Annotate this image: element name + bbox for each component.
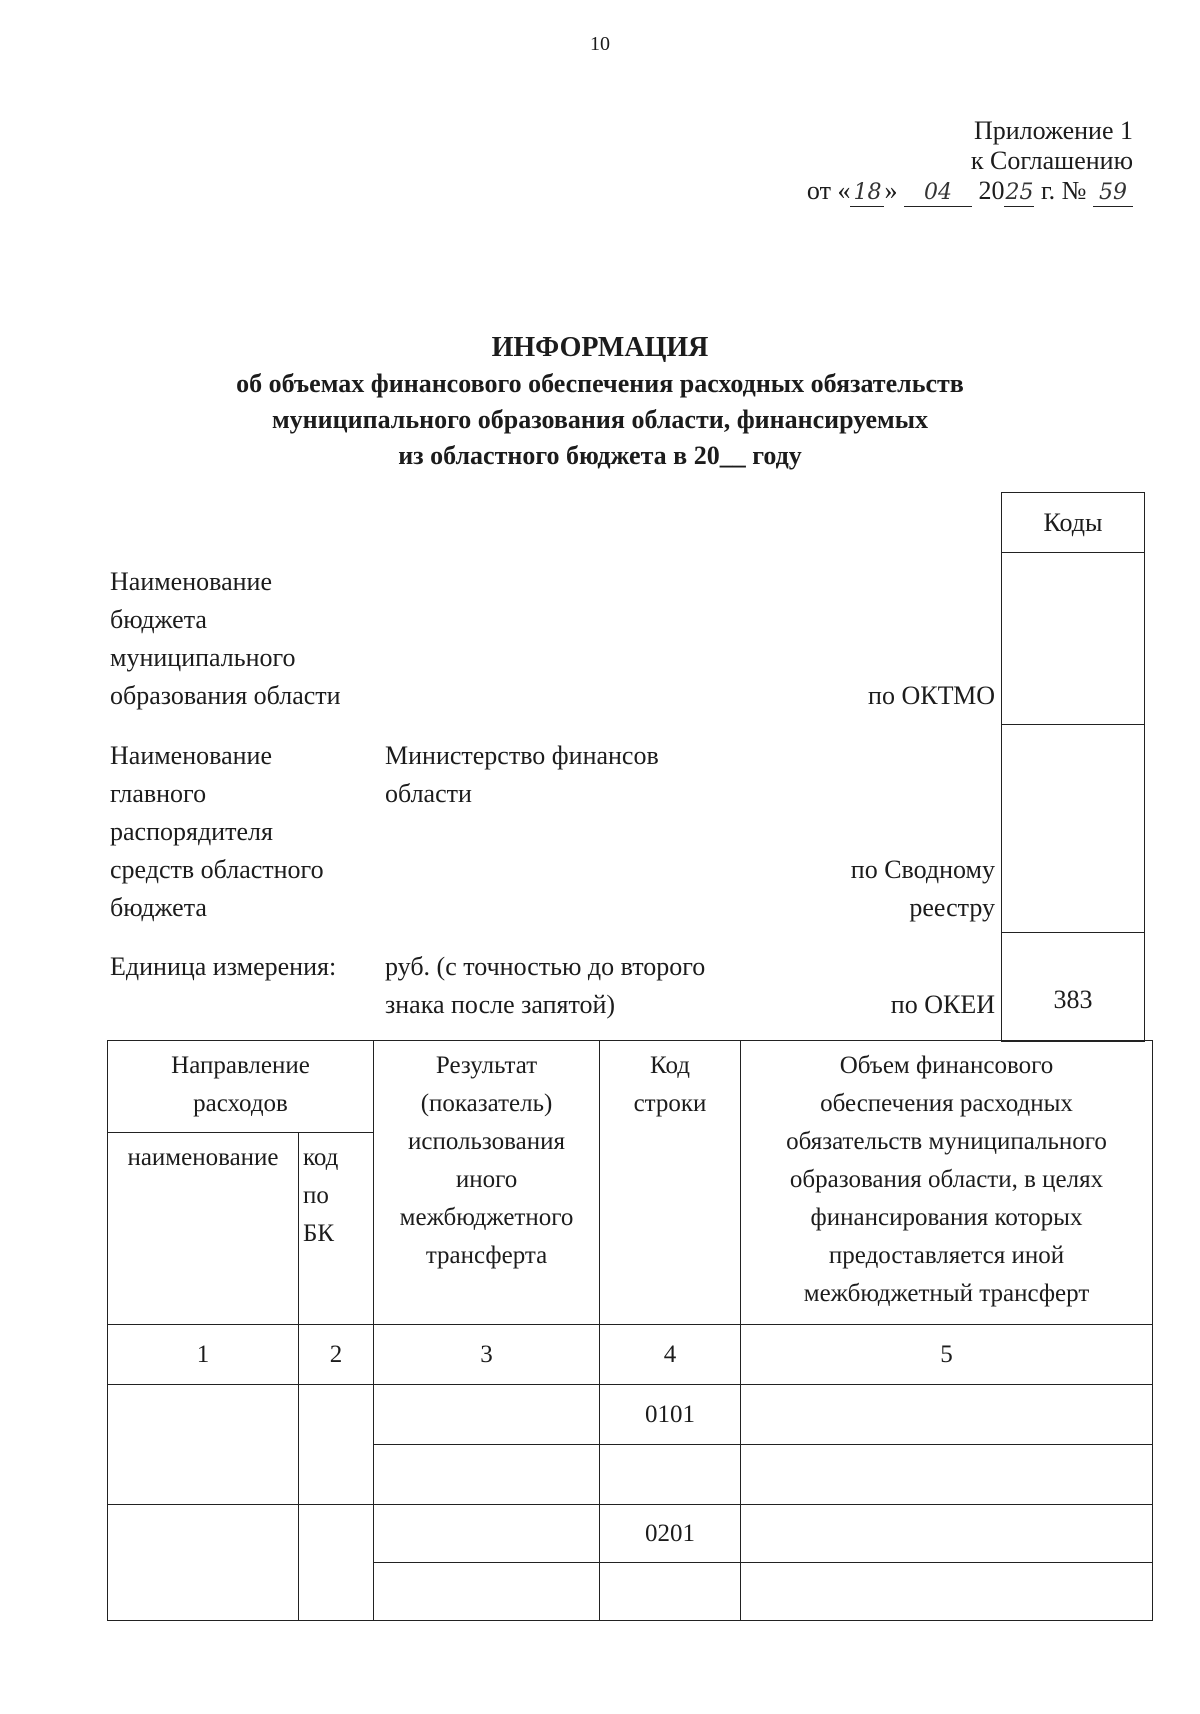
header-line: по (303, 1182, 329, 1209)
appendix-date-line (807, 176, 1133, 207)
line-code-cell: 0101 (600, 1385, 741, 1445)
header-line: код (303, 1144, 339, 1171)
line-code-cell (600, 1563, 741, 1621)
appendix-line-2: к Соглашению (970, 146, 1133, 175)
title-line-3: из областного бюджета в 20__ году (398, 441, 802, 470)
label-line: по Сводному (850, 855, 995, 884)
header-line: иного (455, 1166, 518, 1193)
handwritten-day: 18 (850, 180, 884, 207)
header-line: межбюджетный трансферт (803, 1280, 1090, 1307)
unit-value (385, 948, 705, 1024)
handwritten-year: 25 (1005, 180, 1034, 205)
result-cell (374, 1385, 600, 1445)
header-line: (показатель) (420, 1090, 553, 1117)
value-line: Министерство финансов (385, 741, 659, 770)
unit-label: Единица измерения: (110, 952, 337, 981)
title-line-1: об объемах финансового обеспечения расходных обязательств (236, 369, 964, 398)
table-row (108, 1385, 1153, 1445)
result-cell (374, 1563, 600, 1621)
header-line: Результат (435, 1052, 538, 1079)
year-prefix: 20 (978, 176, 1005, 205)
registry-label (851, 851, 995, 927)
line-code-cell (600, 1445, 741, 1505)
appendix-block (807, 116, 1133, 207)
result-cell (374, 1505, 600, 1563)
registry-code-cell (1001, 724, 1145, 933)
volume-cell (741, 1563, 1153, 1621)
column-number-cell: 2 (299, 1325, 374, 1385)
volume-cell (741, 1505, 1153, 1563)
header-line: использования (408, 1128, 565, 1155)
volume-cell (741, 1385, 1153, 1445)
sub-header-bk-code (299, 1133, 374, 1325)
header-line: БК (303, 1220, 335, 1247)
column-number-cell: 1 (108, 1325, 299, 1385)
chief-administrator-value (385, 737, 659, 813)
header-line: строки (633, 1090, 707, 1117)
header-line: Объем финансового (839, 1052, 1054, 1079)
label-line: Наименование (110, 741, 272, 770)
label-line: средств областного (110, 855, 324, 884)
chief-administrator-label (110, 737, 324, 927)
column-number-cell: 5 (741, 1325, 1153, 1385)
year-after: г. № (1034, 176, 1087, 205)
oktmo-code-cell (1001, 552, 1145, 725)
label-line: бюджета (110, 605, 207, 634)
sub-header-name: наименование (108, 1133, 299, 1325)
label-line: Наименование (110, 567, 272, 596)
result-cell (374, 1445, 600, 1505)
header-line: межбюджетного (399, 1204, 574, 1231)
header-line: Код (650, 1052, 690, 1079)
name-cell (108, 1505, 299, 1621)
header-line: расходов (193, 1090, 288, 1117)
budget-name-label (110, 563, 341, 715)
table-row (108, 1505, 1153, 1563)
okei-code-cell: 383 (1001, 932, 1145, 1042)
label-line: реестру (909, 893, 995, 922)
header-line: обеспечения расходных (820, 1090, 1073, 1117)
codes-header-cell: Коды (1001, 492, 1145, 553)
date-day-close: » (884, 176, 898, 205)
header-line: трансферта (425, 1242, 548, 1269)
direction-header (108, 1041, 374, 1133)
label-line: главного (110, 779, 207, 808)
funding-table (107, 1040, 1153, 1621)
label-line: образования области (110, 681, 341, 710)
column-number-cell: 3 (374, 1325, 600, 1385)
document-title (0, 330, 1200, 474)
bk-code-cell (299, 1505, 374, 1621)
result-header (374, 1041, 600, 1325)
appendix-line-1: Приложение 1 (973, 116, 1133, 145)
bk-code-cell (299, 1385, 374, 1505)
value-line: знака после запятой) (385, 990, 616, 1019)
title-line-2: муниципального образования области, финансируемых (271, 405, 929, 434)
handwritten-month: 04 (904, 180, 972, 207)
header-line: Направление (171, 1052, 310, 1079)
label-line: бюджета (110, 893, 207, 922)
column-number-cell: 4 (600, 1325, 741, 1385)
header-line: финансирования которых (810, 1204, 1083, 1231)
handwritten-number: 59 (1093, 180, 1133, 207)
label-line: муниципального (110, 643, 296, 672)
line-code-cell: 0201 (600, 1505, 741, 1563)
label-line: распорядителя (110, 817, 273, 846)
header-line: обязательств муниципального (786, 1128, 1107, 1155)
header-line: предоставляется иной (828, 1242, 1065, 1269)
value-line: руб. (с точностью до второго (385, 952, 706, 981)
okei-label: по ОКЕИ (890, 990, 995, 1019)
page-number: 10 (590, 33, 610, 55)
line-code-header (600, 1041, 741, 1325)
date-prefix: от « (806, 176, 851, 205)
header-line: образования области, в целях (789, 1166, 1104, 1193)
volume-cell (741, 1445, 1153, 1505)
title-heading: ИНФОРМАЦИЯ (491, 332, 709, 363)
value-line: области (385, 779, 472, 808)
oktmo-label: по ОКТМО (868, 681, 995, 710)
name-cell (108, 1385, 299, 1505)
volume-header (741, 1041, 1153, 1325)
